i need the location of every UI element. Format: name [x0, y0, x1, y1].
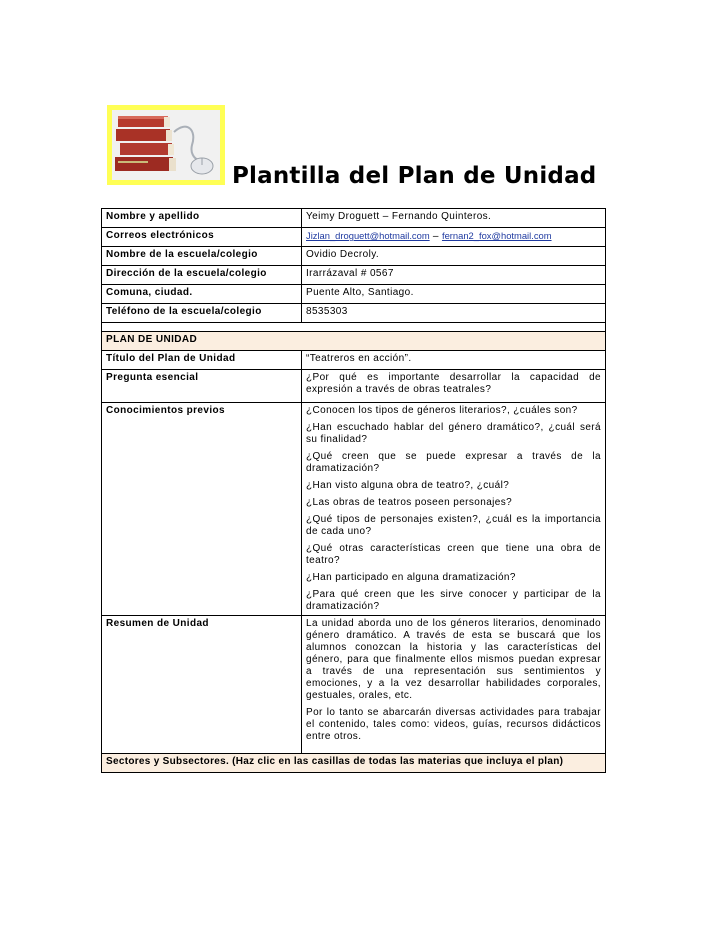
section-header-row [102, 754, 606, 773]
conocimiento-item: ¿Qué otras características creen que tiene una obra de teatro? [306, 543, 601, 566]
conocimiento-item: ¿Han participado en alguna dramatización? [306, 572, 516, 583]
nombre-value: Yeimy Droguett – Fernando Quinteros. [302, 209, 606, 228]
comuna-label: Comuna, ciudad. [102, 285, 302, 304]
direccion-value: Irarrázaval # 0567 [302, 266, 606, 285]
logo-image [107, 105, 225, 185]
titulo-value: “Teatreros en acción”. [302, 351, 606, 370]
conocimiento-item: ¿Conocen los tipos de géneros literarios?, ¿cuáles son? [306, 405, 578, 416]
spacer-row [102, 323, 606, 332]
resumen-paragraph: La unidad aborda uno de los géneros literarios, denominado género dramático. A través de esta se buscará que los alumnos conozcan la historia y las características del género, para que finalmente ellos mismos puedan expresar a través de una representación sus sentimientos y emociones, y a la vez desarrollar habilidades corporales, gestuales, orales, etc. [306, 618, 601, 701]
conocimientos-label: Conocimientos previos [102, 403, 302, 616]
section-header-row [102, 332, 606, 351]
conocimiento-item: ¿Han visto alguna obra de teatro?, ¿cuál? [306, 480, 510, 491]
resumen-label: Resumen de Unidad [102, 616, 302, 754]
plan-section-title: PLAN DE UNIDAD [102, 332, 606, 351]
direccion-label: Dirección de la escuela/colegio [102, 266, 302, 285]
table-row [102, 285, 606, 304]
pregunta-text: ¿Por qué es importante desarrollar la capacidad de expresión a través de obras teatrales? [306, 372, 601, 395]
resumen-paragraph: Por lo tanto se abarcarán diversas actividades para trabajar el contenido, tales como: videos, guías, recursos didácticos entre otros. [306, 707, 601, 742]
conocimiento-item: ¿Qué creen que se puede expresar a través de la dramatización? [306, 451, 601, 474]
table-row [102, 351, 606, 370]
conocimiento-item: ¿Las obras de teatros poseen personajes? [306, 497, 513, 508]
pregunta-value [302, 370, 606, 403]
correos-value [302, 228, 606, 247]
table-row [102, 616, 606, 754]
email-link-1[interactable]: Jizlan_droguett@hotmail.com [306, 230, 430, 241]
unit-plan-table [101, 208, 606, 773]
pregunta-label: Pregunta esencial [102, 370, 302, 403]
conocimientos-list [302, 403, 606, 616]
conocimiento-item: ¿Para qué creen que les sirve conocer y participar de la dramatización? [306, 589, 601, 612]
spacer-cell [102, 323, 606, 332]
comuna-value: Puente Alto, Santiago. [302, 285, 606, 304]
page-title: Plantilla del Plan de Unidad [232, 163, 597, 189]
conocimiento-item: ¿Qué tipos de personajes existen?, ¿cuál es la importancia de cada uno? [306, 514, 601, 537]
correos-label: Correos electrónicos [102, 228, 302, 247]
telefono-label: Teléfono de la escuela/colegio [102, 304, 302, 323]
table-row [102, 209, 606, 228]
table-row [102, 247, 606, 266]
nombre-label: Nombre y apellido [102, 209, 302, 228]
table-row [102, 266, 606, 285]
table-row [102, 228, 606, 247]
resumen-text [302, 616, 606, 754]
escuela-value: Ovidio Decroly. [302, 247, 606, 266]
sectores-title: Sectores y Subsectores. (Haz clic en las casillas de todas las materias que incluya el plan) [102, 754, 606, 773]
table-row [102, 370, 606, 403]
escuela-label: Nombre de la escuela/colegio [102, 247, 302, 266]
table-row [102, 304, 606, 323]
telefono-value: 8535303 [302, 304, 606, 323]
email-separator: – [429, 231, 442, 242]
table-row [102, 403, 606, 616]
titulo-label: Título del Plan de Unidad [102, 351, 302, 370]
email-link-2[interactable]: fernan2_fox@hotmail.com [441, 230, 552, 241]
books-and-mouse-icon [112, 110, 220, 180]
conocimiento-item: ¿Han escuchado hablar del género dramático?, ¿cuál será su finalidad? [306, 422, 601, 445]
